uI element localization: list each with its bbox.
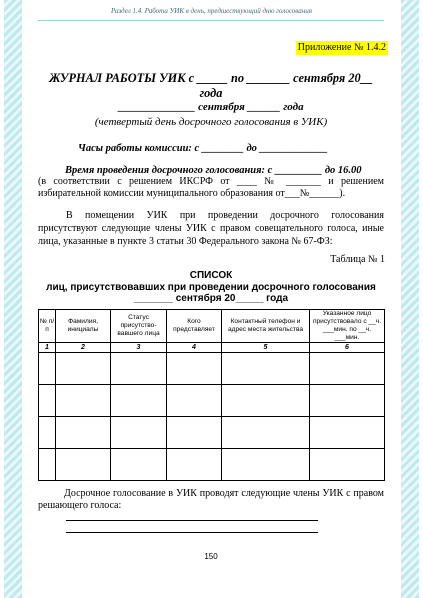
header-rule: [38, 20, 384, 21]
table-cell: [310, 417, 385, 449]
day-note: (четвертый день досрочного голосования в УИК): [94, 116, 328, 128]
attendees-paragraph: В помещении УИК при проведении досрочного голосования присутствуют следующие члены УИК с правом совещательного голоса, иные лица, указанные в пункте 3 статьи 30 Федерального закона № 67-ФЗ:: [38, 210, 384, 247]
column-number: 4: [167, 343, 222, 353]
header-cell: Кого представляет: [167, 310, 222, 343]
table-cell: [222, 417, 310, 449]
page-number: 150: [204, 552, 218, 561]
commission-hours: Часы работы комиссии: с ________ до _____________: [78, 143, 328, 154]
table-cell: [310, 449, 385, 481]
signature-line: [66, 520, 318, 521]
right-decorative-border: [401, 0, 419, 598]
header-cell: Фамилия, инициалы: [56, 310, 111, 343]
list-title-line-3: _______ сентября 20_____ года: [134, 293, 288, 304]
list-title-line-2: лиц, присутствовавших при проведении досрочного голосования: [46, 281, 376, 293]
table-cell: [56, 417, 111, 449]
date-line: ______________ сентября ______ года: [118, 101, 304, 113]
header-cell: Указанное лицо присутствовало с __ч. ___мин. по __ч. ___мин.: [310, 310, 385, 343]
table-cell: [56, 353, 111, 385]
table-cell: [222, 353, 310, 385]
table-row: [39, 353, 385, 385]
voting-members-text: Досрочное голосование в УИК проводят следующие члены УИК с правом решающего голоса:: [38, 488, 384, 511]
journal-title: ЖУРНАЛ РАБОТЫ УИК с _____ по _______ сентября 20__ года: [49, 71, 373, 100]
voting-note-line-2: избирательной комиссии муниципального образования от___№______).: [38, 188, 346, 199]
appendix-label: Приложение № 1.4.2: [297, 42, 386, 53]
table-body: [39, 353, 385, 481]
running-header: Раздел 1.4. Работа УИК в день, предшествующий дню голосования: [110, 7, 313, 15]
table-cell: [39, 417, 56, 449]
attendees-table: [38, 309, 385, 481]
table-cell: [111, 449, 167, 481]
header-cell: Контактный телефон и адрес места жительства: [222, 310, 310, 343]
column-number: 6: [310, 343, 385, 353]
column-number: 5: [222, 343, 310, 353]
table-cell: [39, 353, 56, 385]
table-cell: [310, 353, 385, 385]
column-number: 3: [111, 343, 167, 353]
table-cell: [310, 385, 385, 417]
table-cell: [167, 385, 222, 417]
table-row: [39, 449, 385, 481]
header-cell: № п/п: [39, 310, 56, 343]
voting-note-line-1: (в соответствии с решением ИКСРФ от ____ № _______ и решением: [38, 176, 384, 187]
header-cell: Статус присутство-вавшего лица: [111, 310, 167, 343]
list-title: [38, 270, 384, 305]
table-cell: [111, 417, 167, 449]
column-number-row: [39, 343, 385, 353]
table-cell: [56, 385, 111, 417]
table-cell: [167, 417, 222, 449]
table-cell: [56, 449, 111, 481]
column-number: 2: [56, 343, 111, 353]
table-header-row: [39, 310, 385, 343]
table-cell: [167, 449, 222, 481]
table-row: [39, 417, 385, 449]
column-number: 1: [39, 343, 56, 353]
table-cell: [222, 385, 310, 417]
left-decorative-border: [4, 0, 22, 598]
table-cell: [111, 385, 167, 417]
voting-time: Время проведения досрочного голосования: с _________ до 16.00: [65, 165, 362, 176]
list-title-line-1: СПИСОК: [189, 270, 233, 281]
table-cell: [39, 449, 56, 481]
signature-line: [66, 532, 318, 533]
table-number: Таблица № 1: [330, 254, 385, 265]
table-cell: [39, 385, 56, 417]
table-cell: [222, 449, 310, 481]
table-row: [39, 385, 385, 417]
table-cell: [167, 353, 222, 385]
table-cell: [111, 353, 167, 385]
